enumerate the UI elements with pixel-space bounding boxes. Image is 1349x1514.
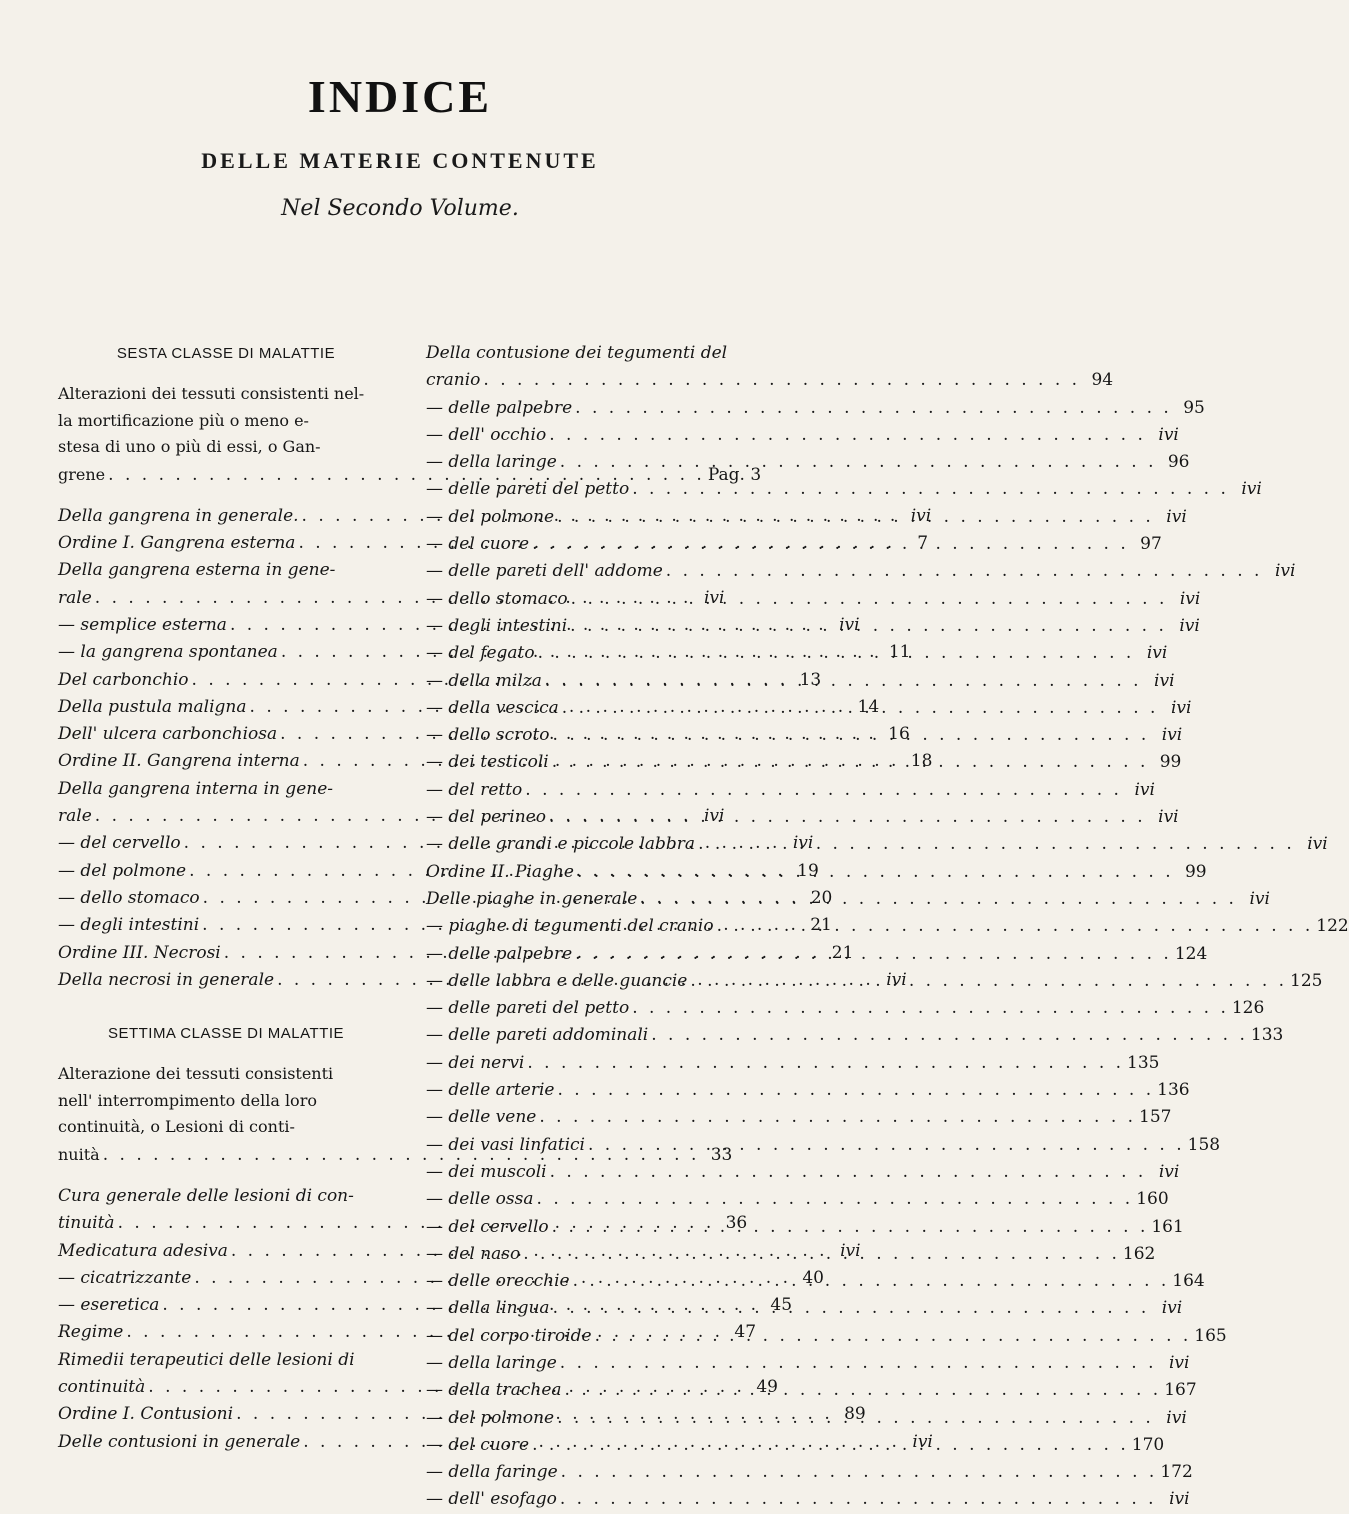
entry-page: ivi [1161, 1298, 1183, 1319]
dot-leader [562, 1377, 1165, 1404]
entry-text: Della contusione dei tegumenti del [426, 343, 728, 363]
entry-page: 165 [1194, 1325, 1227, 1346]
dot-leader [535, 640, 1138, 667]
dot-leader [524, 1050, 1127, 1077]
entry-page: ivi [1158, 1161, 1180, 1182]
entry-text: — del polmone [426, 506, 555, 527]
entry-text: — delle palpebre [426, 943, 573, 964]
entry-page: ivi [1168, 1352, 1190, 1373]
entry-text: grene [58, 464, 106, 484]
index-entry [426, 1022, 1284, 1049]
intro-line: la mortificazione più o meno e- [58, 410, 309, 430]
index-entry [426, 367, 1114, 394]
index-entry [58, 1183, 394, 1210]
index-entry [426, 476, 1262, 503]
entry-text: Delle contusioni in generale [58, 1431, 301, 1452]
index-entry [426, 1486, 1190, 1513]
entry-text: Della gangrena in generale. [58, 505, 299, 526]
entry-page: ivi [1274, 561, 1296, 582]
dot-leader [557, 1486, 1160, 1513]
entry-page: 18 [910, 751, 933, 772]
entry-text: — delle pareti del petto [426, 479, 630, 500]
entry-text: tinuità [58, 1213, 115, 1234]
index-entry [426, 995, 1265, 1022]
entry-text: — dei testicoli [426, 752, 549, 773]
entry-text: — del retto [426, 779, 523, 800]
entry-page: ivi [840, 1240, 861, 1261]
dot-leader [549, 1214, 1152, 1241]
entry-page: ivi [1169, 1489, 1190, 1510]
entry-page: 89 [844, 1404, 866, 1425]
entry-page: 164 [1172, 1271, 1205, 1292]
entry-text: — delle palpebre [426, 397, 573, 418]
entry-page: 13 [799, 669, 822, 690]
entry-text: — la gangrena spontanea [58, 642, 278, 663]
entry-page: 94 [1091, 370, 1114, 391]
entry-page: 125 [1290, 970, 1323, 991]
dot-leader [557, 449, 1160, 476]
index-entry [426, 1050, 1160, 1077]
dot-leader [559, 695, 1162, 722]
index-entry [426, 1214, 1184, 1241]
entry-text: Della gangrena interna in gene- [58, 778, 334, 799]
index-entry [426, 1459, 1193, 1486]
class6-heading: SESTA CLASSE DI MALATTIE [116, 345, 336, 362]
dot-leader [546, 422, 1149, 449]
entry-text: Del carbonchio [58, 669, 189, 690]
index-entry [426, 531, 1162, 558]
entry-text: — del perineo [426, 807, 546, 828]
entry-text: Ordine I. Gangrena esterna [58, 533, 296, 554]
entry-text: cranio [426, 370, 481, 391]
entry-page: ivi [1161, 725, 1183, 746]
entry-page: ivi [1307, 834, 1328, 855]
entry-page: 99 [1184, 861, 1207, 882]
dot-leader [568, 586, 1171, 613]
entry-page: 20 [810, 887, 833, 908]
entry-page: ivi [912, 1431, 933, 1452]
entry-text: — della lingua [426, 1298, 550, 1319]
entry-page: ivi [1166, 1407, 1187, 1428]
entry-page: ivi [910, 505, 932, 526]
index-entry [426, 1132, 1221, 1159]
entry-text: Dell' ulcera carbonchiosa [58, 724, 278, 745]
dot-leader [522, 777, 1125, 804]
dot-leader [529, 531, 1132, 558]
entry-text: Ordine III. Necrosi [58, 942, 221, 963]
dot-leader [572, 941, 1175, 968]
index-entry [58, 1347, 394, 1374]
dot-leader [663, 558, 1266, 585]
dot-leader [629, 476, 1232, 503]
dot-leader [567, 613, 1170, 640]
dot-leader [546, 804, 1149, 831]
entry-text: continuità [58, 1377, 146, 1398]
dot-leader [572, 395, 1175, 422]
entry-page: 21 [810, 915, 832, 936]
entry-page: 133 [1250, 1025, 1284, 1046]
entry-page: ivi [1154, 670, 1175, 691]
dot-leader [542, 668, 1145, 695]
entry-page: ivi [1179, 588, 1201, 609]
entry-page: ivi [703, 587, 725, 608]
entry-page: 96 [1167, 452, 1190, 473]
entry-page: 162 [1122, 1243, 1156, 1264]
entry-text: nuità [58, 1144, 100, 1164]
entry-page: 170 [1131, 1434, 1165, 1455]
entry-page: 99 [1159, 752, 1182, 773]
dot-leader [592, 1323, 1195, 1350]
entry-page: 136 [1157, 1080, 1190, 1101]
dot-leader [554, 504, 1157, 531]
index-entry [426, 1350, 1190, 1377]
entry-page: 158 [1187, 1134, 1221, 1155]
index-entry [58, 557, 394, 584]
index-entry [426, 395, 1205, 422]
entry-page: 33 [710, 1144, 733, 1165]
entry-page: 16 [888, 724, 910, 745]
entry-text: — dello stomaco [58, 887, 200, 908]
entry-page: 135 [1127, 1052, 1160, 1073]
index-entry [58, 776, 394, 803]
entry-text: Ordine II. Piaghe [426, 861, 574, 882]
entry-text: — degli intestini [58, 915, 200, 936]
index-entry [426, 804, 1179, 831]
entry-text: — della laringe [426, 452, 557, 473]
dot-leader [570, 1268, 1173, 1295]
entry-page: ivi [792, 833, 814, 854]
entry-text: Ordine II. Gangrena interna [58, 751, 300, 772]
entry-text: — del corpo tiroide [426, 1325, 592, 1346]
entry-page: 36 [725, 1213, 748, 1234]
entry-text: — delle ossa [426, 1189, 534, 1210]
entry-text: — cicatrizzante [58, 1267, 192, 1288]
entry-page: 40 [802, 1267, 824, 1288]
entry-page: 21 [831, 942, 854, 963]
index-entry [426, 1186, 1169, 1213]
entry-text: — eseretica [58, 1295, 160, 1316]
entry-text: — del cervello [58, 833, 181, 854]
dot-leader [534, 1186, 1137, 1213]
entry-text: — del polmone [426, 1407, 555, 1428]
entry-page: ivi [886, 969, 907, 990]
dot-leader [695, 831, 1298, 858]
intro-line: Alterazione dei tessuti consistenti [58, 1064, 334, 1084]
entry-page: 124 [1174, 943, 1208, 964]
entry-text: Delle piaghe in generale [426, 888, 638, 909]
dot-leader [648, 1022, 1251, 1049]
entry-text: — della vescica [426, 697, 559, 718]
entry-page: 160 [1136, 1189, 1169, 1210]
entry-text: — della faringe [426, 1462, 558, 1483]
entry-text: — dello stomaco [426, 588, 568, 609]
entry-page: 122 [1316, 916, 1349, 937]
index-entry [426, 422, 1179, 449]
entry-text: — dei muscoli [426, 1161, 547, 1182]
entry-text: — della laringe [426, 1352, 557, 1373]
entry-page: ivi [703, 806, 725, 827]
index-entry [426, 504, 1187, 531]
entry-page: 45 [770, 1295, 793, 1316]
entry-text: — dei vasi linfatici [426, 1134, 585, 1155]
dot-leader [536, 1104, 1139, 1131]
entry-text: — della trachea [426, 1380, 562, 1401]
entry-page: ivi [1158, 807, 1179, 828]
entry-text: — delle vene [426, 1107, 537, 1128]
entry-page: ivi [1249, 888, 1270, 909]
entry-text: Rimedii terapeutici delle lesioni di [58, 1349, 355, 1370]
dot-leader [554, 1405, 1157, 1432]
entry-text: rale [58, 806, 92, 827]
dot-leader [547, 1159, 1150, 1186]
dot-leader [480, 367, 1083, 394]
entry-page: ivi [839, 614, 860, 635]
entry-text: — delle arterie [426, 1080, 555, 1101]
entry-text: Cura generale delle lesioni di con- [58, 1185, 354, 1206]
index-entry [426, 831, 1328, 858]
entry-page: ivi [1158, 424, 1179, 445]
page-title: INDICE [307, 71, 493, 122]
dot-leader [558, 1459, 1161, 1486]
entry-text: — delle pareti addominali [426, 1025, 649, 1046]
entry-text: — delle labbra e delle guancie [426, 970, 688, 991]
entry-page: 47 [734, 1322, 757, 1343]
dot-leader [557, 1350, 1160, 1377]
dot-leader [549, 749, 1152, 776]
index-entry [426, 586, 1201, 613]
entry-text: — della milza [426, 670, 542, 691]
entry-text: Della necrosi in generale [58, 969, 275, 990]
entry-text: — dello scroto [426, 725, 550, 746]
entry-page: 7 [917, 533, 929, 554]
index-entry [426, 340, 738, 367]
entry-text: rale [58, 587, 92, 608]
index-entry [426, 613, 1200, 640]
entry-text: — del naso [426, 1243, 521, 1264]
entry-text: — degli intestini [426, 615, 568, 636]
entry-text: — delle orecchie [426, 1271, 570, 1292]
entry-page: 172 [1160, 1462, 1193, 1483]
index-entry [426, 1077, 1190, 1104]
index-entry [426, 558, 1296, 585]
dot-leader [574, 859, 1177, 886]
entry-page: Pag. 3 [707, 464, 762, 485]
entry-page: ivi [1241, 479, 1262, 500]
entry-page: ivi [1134, 779, 1155, 800]
entry-page: ivi [1146, 643, 1168, 664]
index-entry [426, 777, 1155, 804]
entry-page: 126 [1231, 998, 1265, 1019]
entry-text: — dell' occhio [426, 424, 547, 445]
entry-page: 161 [1151, 1216, 1184, 1237]
entry-text: — delle grandi e piccole labbra [426, 834, 696, 855]
entry-page: 14 [857, 696, 880, 717]
entry-text: — semplice esterna [58, 614, 227, 635]
entry-page: 167 [1164, 1380, 1197, 1401]
dot-leader [585, 1132, 1188, 1159]
dot-leader [687, 968, 1290, 995]
entry-page: 97 [1140, 534, 1162, 555]
entry-page: 157 [1139, 1107, 1172, 1128]
entry-text: — dei nervi [426, 1052, 525, 1073]
entry-text: — del polmone [58, 860, 187, 881]
index-entry [426, 1104, 1172, 1131]
entry-page: 19 [797, 860, 819, 881]
intro-line: stesa di uno o più di essi, o Gan- [58, 437, 321, 456]
dot-leader [550, 722, 1153, 749]
entry-page: 11 [888, 642, 911, 663]
entry-page: ivi [1166, 506, 1187, 527]
dot-leader [714, 913, 1317, 940]
entry-text: — delle pareti dell' addome [426, 561, 663, 582]
dot-leader [554, 1077, 1157, 1104]
intro-line: nell' interrompimento della loro [58, 1090, 317, 1110]
intro-line: continuità, o Lesioni di conti- [58, 1117, 295, 1137]
entry-text: — del cuore [426, 534, 530, 555]
entry-page: 95 [1183, 397, 1205, 418]
entry-text: — dell' esofago [426, 1489, 557, 1510]
entry-text: Regime [58, 1322, 124, 1343]
entry-text: Ordine I. Contusioni [58, 1404, 234, 1425]
entry-text: — del fegato [426, 643, 535, 664]
entry-text: — piaghe di tegumenti del cranio [426, 916, 714, 937]
dot-leader [520, 1241, 1123, 1268]
class7-heading: SETTIMA CLASSE DI MALATTIE [107, 1025, 345, 1043]
entry-text: Medicatura adesiva [58, 1240, 228, 1261]
entry-page: ivi [1179, 615, 1200, 636]
page-subtitle: DELLE MATERIE CONTENUTE [201, 148, 599, 173]
intro-line: Alterazioni dei tessuti consistenti nel- [58, 384, 365, 403]
entry-text: Della gangrena esterna in gene- [58, 560, 336, 581]
entry-page: 49 [756, 1377, 778, 1398]
dot-leader [637, 886, 1240, 913]
index-entry [426, 1159, 1180, 1186]
volume-line: Nel Secondo Volume. [281, 196, 519, 221]
entry-page: ivi [1170, 697, 1192, 718]
entry-text: — del cervello [426, 1216, 549, 1237]
entry-text: Della pustula maligna [58, 696, 247, 717]
dot-leader [550, 1295, 1153, 1322]
dot-leader [629, 995, 1232, 1022]
entry-text: — delle pareti del petto [426, 998, 630, 1019]
dot-leader [529, 1432, 1132, 1459]
entry-text: — del cuore [426, 1434, 530, 1455]
